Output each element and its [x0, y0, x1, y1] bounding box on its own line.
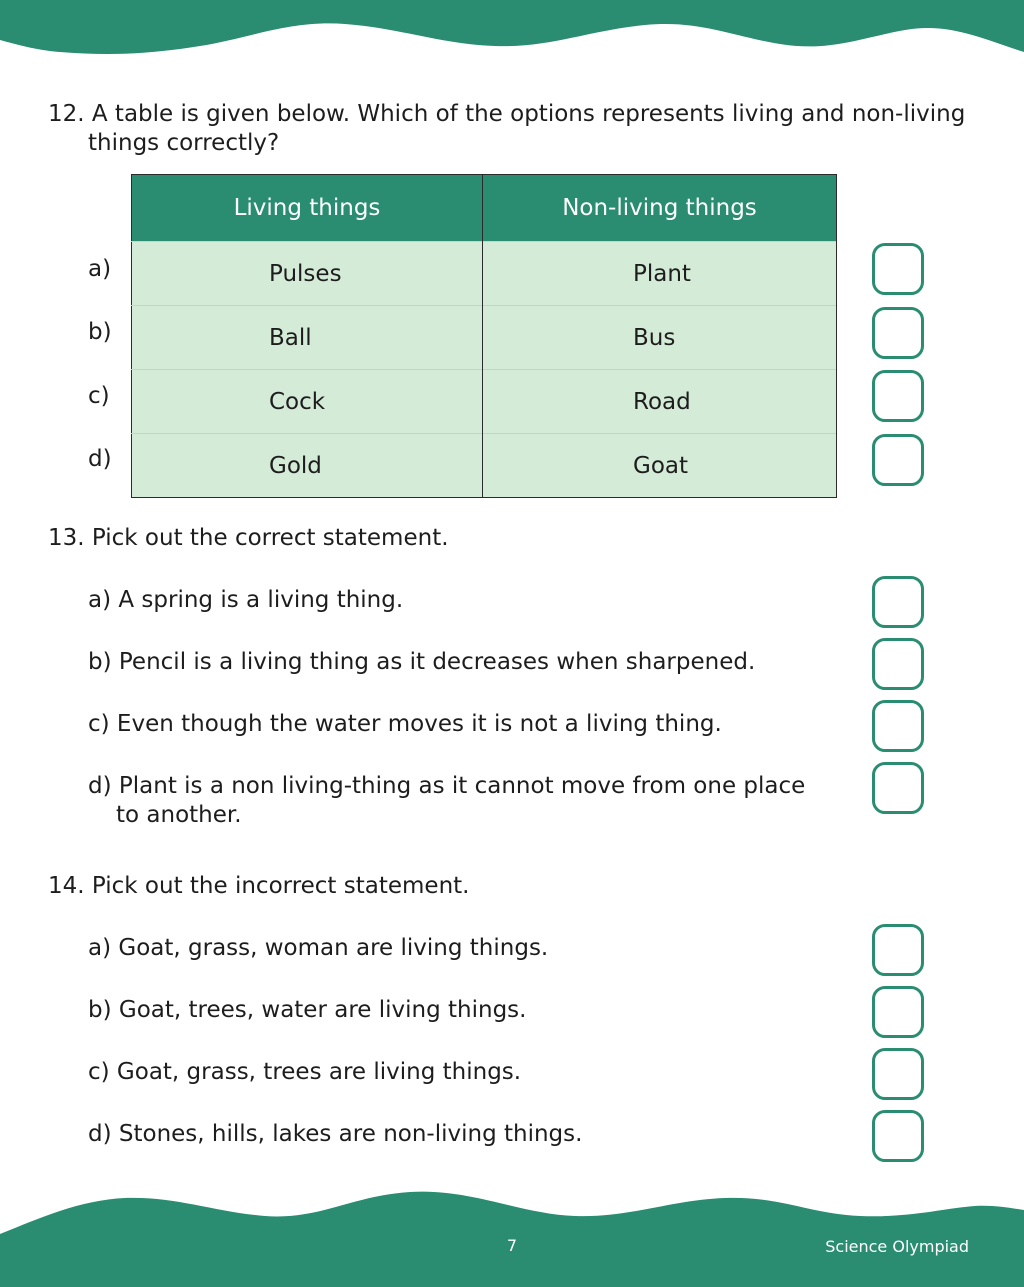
- row-label-c: c): [88, 383, 110, 409]
- answer-box-13d[interactable]: [872, 762, 924, 814]
- answer-box-14c[interactable]: [872, 1048, 924, 1100]
- cell-nonliving: Road: [483, 370, 837, 434]
- option-13a: a) A spring is a living thing.: [88, 587, 404, 613]
- cell-nonliving: Bus: [483, 306, 837, 370]
- header-nonliving: Non-living things: [483, 175, 837, 242]
- question-14-text: 14. Pick out the incorrect statement.: [48, 873, 470, 899]
- cell-living: Ball: [132, 306, 483, 370]
- table-row: [132, 370, 837, 434]
- header-wave-decoration: [0, 0, 1024, 80]
- cell-living: Gold: [132, 434, 483, 498]
- answer-box-14b[interactable]: [872, 986, 924, 1038]
- cell-nonliving: Plant: [483, 242, 837, 306]
- answer-box-13b[interactable]: [872, 638, 924, 690]
- option-13d-cont: to another.: [116, 802, 242, 828]
- footer-brand-label: Science Olympiad: [825, 1237, 969, 1256]
- answer-box-12d[interactable]: [872, 434, 924, 486]
- option-13d: d) Plant is a non living-thing as it cannot move from one place: [88, 773, 806, 799]
- option-14a: a) Goat, grass, woman are living things.: [88, 935, 549, 961]
- table-row: [132, 434, 837, 498]
- header-living: Living things: [132, 175, 483, 242]
- row-label-d: d): [88, 446, 112, 472]
- table-header-row: [132, 175, 837, 242]
- answer-box-14d[interactable]: [872, 1110, 924, 1162]
- footer-wave-decoration: [0, 1170, 1024, 1287]
- answer-box-13a[interactable]: [872, 576, 924, 628]
- question-12-text: 12. A table is given below. Which of the options represents living and non-living: [48, 101, 966, 127]
- answer-box-12a[interactable]: [872, 243, 924, 295]
- table-row: [132, 242, 837, 306]
- answer-box-14a[interactable]: [872, 924, 924, 976]
- option-14c: c) Goat, grass, trees are living things.: [88, 1059, 522, 1085]
- cell-living: Pulses: [132, 242, 483, 306]
- option-13c: c) Even though the water moves it is not a living thing.: [88, 711, 722, 737]
- cell-nonliving: Goat: [483, 434, 837, 498]
- question-12-text-cont: things correctly?: [88, 130, 280, 156]
- living-nonliving-table: [131, 174, 837, 498]
- row-label-a: a): [88, 256, 112, 282]
- table-row: [132, 306, 837, 370]
- option-13b: b) Pencil is a living thing as it decreases when sharpened.: [88, 649, 756, 675]
- page-number: 7: [506, 1236, 518, 1255]
- question-13-text: 13. Pick out the correct statement.: [48, 525, 449, 551]
- option-14d: d) Stones, hills, lakes are non-living things.: [88, 1121, 583, 1147]
- answer-box-13c[interactable]: [872, 700, 924, 752]
- answer-box-12c[interactable]: [872, 370, 924, 422]
- option-14b: b) Goat, trees, water are living things.: [88, 997, 527, 1023]
- answer-box-12b[interactable]: [872, 307, 924, 359]
- row-label-b: b): [88, 319, 112, 345]
- cell-living: Cock: [132, 370, 483, 434]
